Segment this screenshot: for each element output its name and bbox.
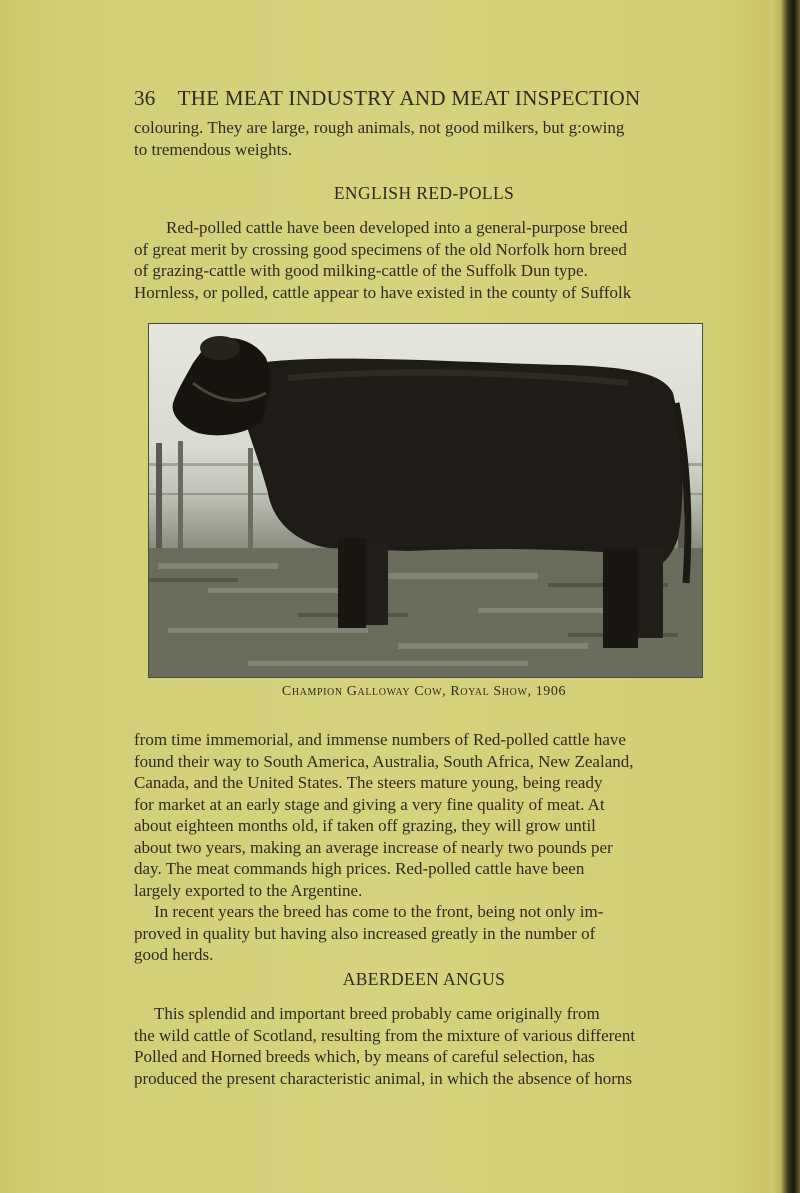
running-header (134, 86, 714, 111)
running-title: THE MEAT INDUSTRY AND MEAT INSPECTION (177, 86, 641, 110)
text-line: of grazing-cattle with good milking-cattle of the Suffolk Dun type. (134, 261, 588, 280)
paragraph-continuation (134, 729, 714, 966)
text-line: day. The meat commands high prices. Red-polled cattle have been (134, 859, 585, 878)
text-line: of great merit by crossing good specimens of the old Norfolk horn breed (134, 239, 627, 259)
text-line: This splendid and important breed probably came originally from (154, 1004, 600, 1023)
text-line: Canada, and the United States. The steers mature young, being ready (134, 773, 603, 792)
paragraph-red-polls (134, 217, 714, 303)
text-line: about eighteen months old, if taken off grazing, they will grow until (134, 816, 596, 835)
paragraph-aberdeen-angus (134, 1003, 714, 1089)
section-heading-red-polls: ENGLISH RED-POLLS (333, 183, 515, 203)
figure-caption: Champion Galloway Cow, Royal Show, 1906 (281, 684, 567, 699)
book-spine-shadow (770, 0, 800, 1193)
text-line: Hornless, or polled, cattle appear to have existed in the county of Suffolk (134, 282, 632, 302)
cow-illustration (148, 323, 703, 678)
galloway-cow-photograph (148, 323, 703, 678)
text-line: to tremendous weights. (134, 139, 293, 159)
text-line: Polled and Horned breeds which, by means of careful selection, has (134, 1047, 595, 1066)
text-line: the wild cattle of Scotland, resulting from the mixture of various different (134, 1025, 636, 1045)
text-line: In recent years the breed has come to the front, being not only im- (154, 902, 604, 921)
text-line: colouring. They are large, rough animals, not good milkers, but g:owing (134, 118, 625, 137)
text-line: for market at an early stage and giving a very fine quality of meat. At (134, 794, 605, 814)
text-line: proved in quality but having also increased greatly in the number of (134, 923, 596, 943)
text-line: produced the present characteristic animal, in which the absence of horns (134, 1068, 632, 1088)
page-number: 36 (134, 86, 156, 110)
text-line: good herds. (134, 945, 214, 964)
text-line: largely exported to the Argentine. (134, 880, 363, 900)
text-line: from time immemorial, and immense numbers of Red-polled cattle have (134, 730, 626, 749)
text-line: Red-polled cattle have been developed into a general-purpose breed (166, 218, 628, 237)
section-heading-aberdeen-angus: ABERDEEN ANGUS (342, 969, 506, 989)
text-line: about two years, making an average increase of nearly two pounds per (134, 837, 613, 857)
intro-paragraph (134, 117, 714, 160)
text-line: found their way to South America, Australia, South Africa, New Zealand, (134, 751, 634, 771)
